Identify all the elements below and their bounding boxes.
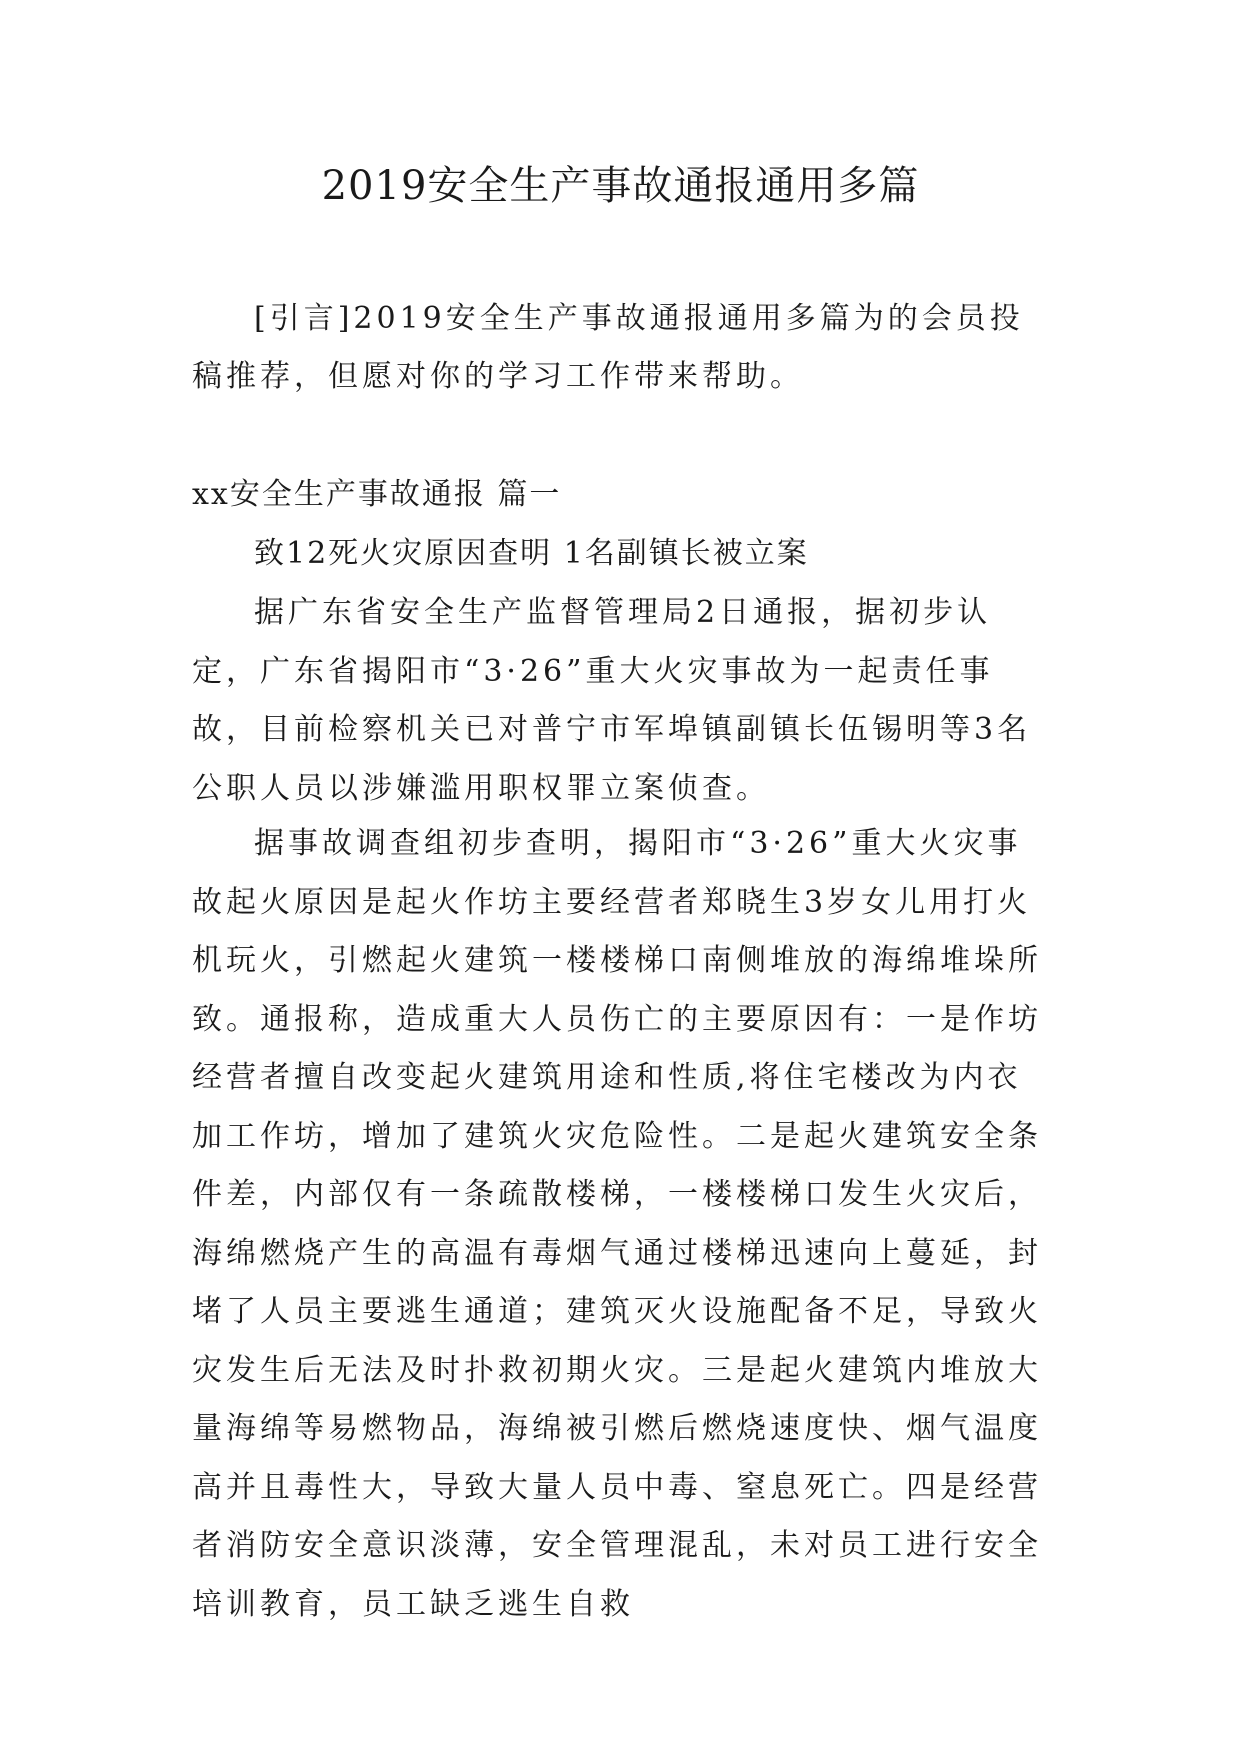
document-title: 2019安全生产事故通报通用多篇 xyxy=(321,163,920,209)
intro-paragraph: [引言]2019安全生产事故通报通用多篇为的会员投稿推荐，但愿对你的学习工作带来帮助。 xyxy=(192,301,1024,394)
body-paragraph-2: 据事故调查组初步查明，揭阳市“3·26”重大火灾事故起火原因是起火作坊主要经营者郑晓生3岁女儿用打火机玩火，引燃起火建筑一楼楼梯口南侧堆放的海绵堆垛所致。通报称，造成重大人员伤亡的主要原因有：一是作坊经营者擅自改变起火建筑用途和性质,将住宅楼改为内衣加工作坊，增加了建筑火灾危险性。二是起火建筑安全条件差，内部仅有一条疏散楼梯，一楼楼梯口发生火灾后，海绵燃烧产生的高温有毒烟气通过楼梯迅速向上蔓延，封堵了人员主要逃生通道；建筑灭火设施配备不足，导致火灾发生后无法及时扑救初期火灾。三是起火建筑内堆放大量海绵等易燃物品，海绵被引燃后燃烧速度快、烟气温度高并且毒性大，导致大量人员中毒、窒息死亡。四是经营者消防安全意识淡薄，安全管理混乱，未对员工进行安全培训教育，员工缺乏逃生自救 xyxy=(192,826,1042,1622)
body-paragraph-1: 据广东省安全生产监督管理局2日通报，据初步认定，广东省揭阳市“3·26”重大火灾事故为一起责任事故，目前检察机关已对普宁市军埠镇副镇长伍锡明等3名公职人员以涉嫌滥用职权罪立案侦查。 xyxy=(192,595,1032,806)
article-subtitle: 致12死火灾原因查明 1名副镇长被立案 xyxy=(254,536,809,571)
section-heading: xx安全生产事故通报 篇一 xyxy=(192,477,562,512)
